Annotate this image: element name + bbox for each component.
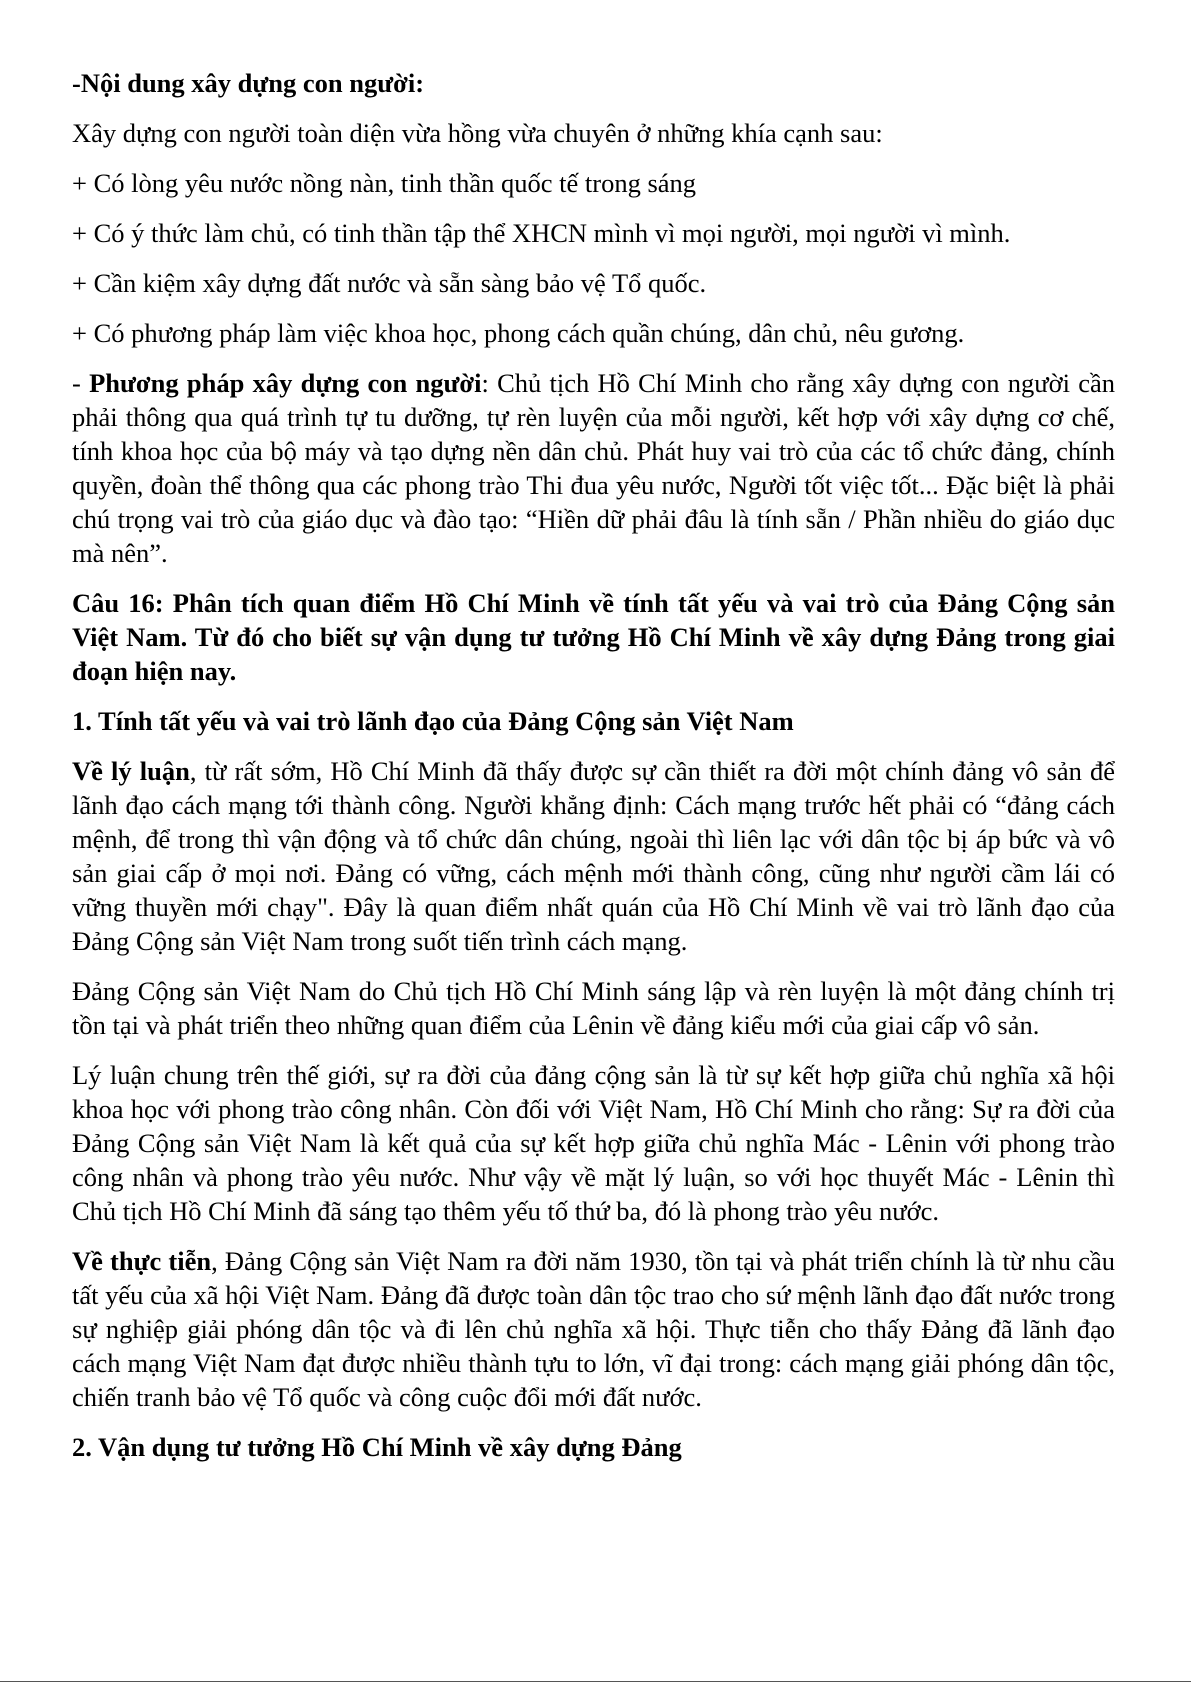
page-bottom-rule [0, 1681, 1191, 1682]
section-1-title: 1. Tính tất yếu và vai trò lãnh đạo của Đảng Cộng sản Việt Nam [72, 706, 794, 736]
point-item: + Cần kiệm xây dựng đất nước và sẵn sàng bảo vệ Tổ quốc. [72, 268, 707, 298]
practice-paragraph [72, 1244, 1115, 1414]
method-text: : Chủ tịch Hồ Chí Minh cho rằng xây dựng con người cần phải thông qua quá trình tự tu dưỡng, tự rèn luyện của mỗi người, kết hợp với xây dựng cơ chế, tính khoa học của bộ máy và tạo dựng nền dân chủ. Phát huy vai trò của các tổ chức đảng, chính quyền, đoàn thể thông qua các phong trào Thi đua yêu nước, Người tốt việc tốt... Đặc biệt là phải chú trọng vai trò của giáo dục và đào tạo: “Hiền dữ phải đâu là tính sẵn / Phần nhiều do giáo dục mà nên”. [72, 368, 1115, 568]
theory-text: , từ rất sớm, Hồ Chí Minh đã thấy được sự cần thiết ra đời một chính đảng vô sản để lãnh đạo cách mạng tới thành công. Người khẳng định: Cách mạng trước hết phải có “đảng cách mệnh, để trong thì vận động và tổ chức dân chúng, ngoài thì liên lạc với dân tộc bị áp bức và vô sản giai cấp ở mọi nơi. Đảng có vững, cách mệnh mới thành công, cũng như người cầm lái có vững thuyền mới chạy". Đây là quan điểm nhất quán của Hồ Chí Minh về vai trò lãnh đạo của Đảng Cộng sản Việt Nam trong suốt tiến trình cách mạng. [72, 756, 1115, 956]
point-item: + Có ý thức làm chủ, có tinh thần tập thể XHCN mình vì mọi người, mọi người vì mình. [72, 218, 1011, 248]
theory-label: Về lý luận [72, 756, 190, 786]
section-2-title: 2. Vận dụng tư tưởng Hồ Chí Minh về xây dựng Đảng [72, 1432, 682, 1462]
question-heading: Câu 16: Phân tích quan điểm Hồ Chí Minh về tính tất yếu và vai trò của Đảng Cộng sản Việt Nam. Từ đó cho biết sự vận dụng tư tưởng Hồ Chí Minh về xây dựng Đảng trong giai đoạn hiện nay. [72, 588, 1115, 686]
method-paragraph [72, 366, 1115, 570]
point-item: + Có phương pháp làm việc khoa học, phong cách quần chúng, dân chủ, nêu gương. [72, 318, 965, 348]
theory-paragraph [72, 754, 1115, 958]
point-item: + Có lòng yêu nước nồng nàn, tinh thần quốc tế trong sáng [72, 168, 697, 198]
theory-general-paragraph: Lý luận chung trên thế giới, sự ra đời của đảng cộng sản là từ sự kết hợp giữa chủ nghĩa xã hội khoa học với phong trào công nhân. Còn đối với Việt Nam, Hồ Chí Minh cho rằng: Sự ra đời của Đảng Cộng sản Việt Nam là kết quả của sự kết hợp giữa chủ nghĩa Mác - Lênin với phong trào công nhân và phong trào yêu nước. Như vậy về mặt lý luận, so với học thuyết Mác - Lênin thì Chủ tịch Hồ Chí Minh đã sáng tạo thêm yếu tố thứ ba, đó là phong trào yêu nước. [72, 1060, 1115, 1226]
practice-label: Về thực tiễn [72, 1246, 212, 1276]
method-prefix: - [72, 368, 90, 398]
intro-paragraph: Xây dựng con người toàn diện vừa hồng vừa chuyên ở những khía cạnh sau: [72, 118, 883, 148]
document-page [72, 66, 1115, 1480]
practice-text: , Đảng Cộng sản Việt Nam ra đời năm 1930, tồn tại và phát triển chính là từ nhu cầu tất yếu của xã hội Việt Nam. Đảng đã được toàn dân tộc trao cho sứ mệnh lãnh đạo đất nước trong sự nghiệp giải phóng dân tộc và đi lên chủ nghĩa xã hội. Thực tiễn cho thấy Đảng đã lãnh đạo cách mạng Việt Nam đạt được nhiều thành tựu to lớn, vĩ đại trong: cách mạng giải phóng dân tộc, chiến tranh bảo vệ Tổ quốc và công cuộc đổi mới đất nước. [72, 1246, 1115, 1412]
party-paragraph: Đảng Cộng sản Việt Nam do Chủ tịch Hồ Chí Minh sáng lập và rèn luyện là một đảng chính trị tồn tại và phát triển theo những quan điểm của Lênin về đảng kiểu mới của giai cấp vô sản. [72, 976, 1115, 1040]
heading-content: -Nội dung xây dựng con người: [72, 68, 425, 98]
method-label: Phương pháp xây dựng con người [89, 368, 482, 398]
